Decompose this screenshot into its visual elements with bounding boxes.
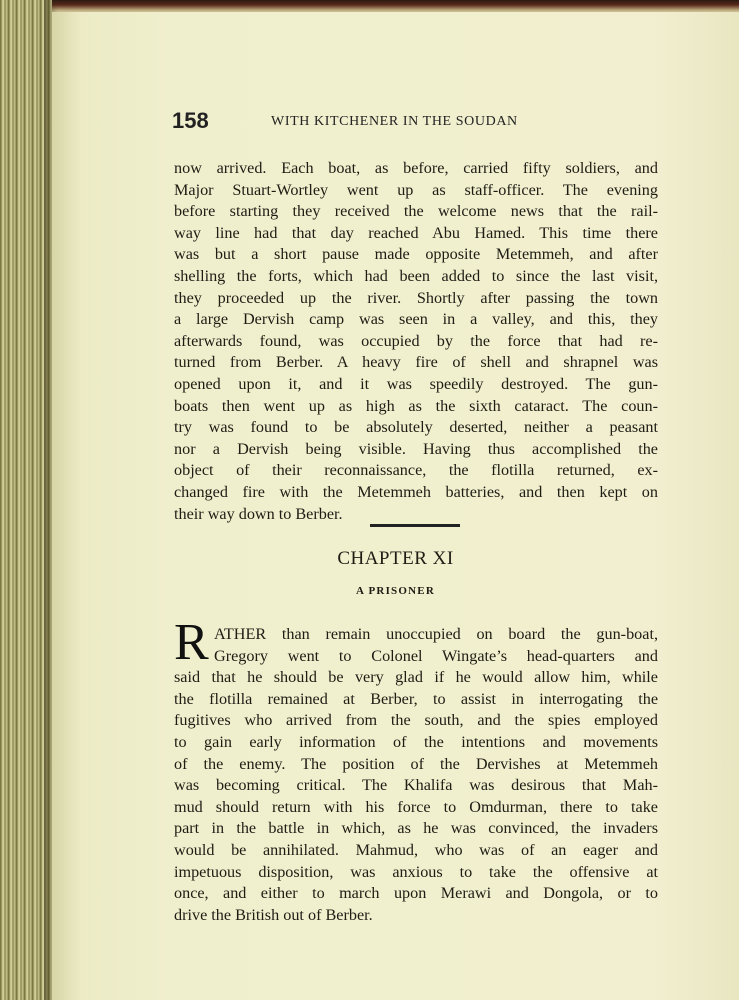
text-line: nor a Dervish being visible. Having thus accomplished the [174,439,658,458]
text-line: drive the British out of Berber. [174,905,373,924]
chapter-subtitle: A PRISONER [356,585,435,597]
paragraph-2 [174,624,658,926]
text-line: shelling the forts, which had been added to since the last visit, [174,266,658,285]
text-line: mud should return with his force to Omdurman, there to take [174,797,658,816]
text-line: way line had that day reached Abu Hamed. This time there [174,223,658,242]
text-line: said that he should be very glad if he would allow him, while [174,668,658,687]
running-head: WITH KITCHENER IN THE SOUDAN [271,114,518,129]
paragraph-1 [174,158,658,525]
text-line: ATHER than remain unoccupied on board the gun-boat, [214,625,658,643]
text-line: was but a short pause made opposite Metemmeh, and after [174,245,658,264]
text-line: would be annihilated. Mahmud, who was of an eager and [174,840,658,859]
page-header [172,108,592,138]
section-divider [370,524,460,527]
text-line: part in the battle in which, as he was convinced, the invaders [174,819,658,838]
text-line: Gregory went to Colonel Wingate’s head-quarters and [214,646,658,665]
text-line: once, and either to march upon Merawi and Dongola, or to [174,884,658,903]
page-number: 158 [172,108,209,133]
text-line: was becoming critical. The Khalifa was desirous that Mah- [174,776,658,795]
text-line: try was found to be absolutely deserted, neither a peasant [174,418,658,437]
text-line: changed fire with the Metemmeh batteries, and then kept on [174,482,658,501]
chapter-title: CHAPTER XI [337,548,454,569]
text-line: fugitives who arrived from the south, and the spies employed [174,711,658,730]
text-line: afterwards found, was occupied by the force that had re- [174,331,658,350]
text-line: boats then went up as high as the sixth cataract. The coun- [174,396,658,415]
text-line: a large Dervish camp was seen in a valley, and this, they [174,310,658,329]
text-line: they proceeded up the river. Shortly after passing the town [174,288,658,307]
drop-cap: R [174,614,209,671]
text-line: impetuous disposition, was anxious to take the offensive at [174,862,658,881]
text-line: of the enemy. The position of the Dervishes at Metemmeh [174,754,658,773]
text-line: their way down to Berber. [174,504,343,523]
text-line: turned from Berber. A heavy fire of shell and shrapnel was [174,353,658,372]
text-line: Major Stuart-Wortley went up as staff-officer. The evening [174,180,658,199]
text-line: before starting they received the welcome news that the rail- [174,202,658,221]
book-page [52,12,739,1000]
text-line: to gain early information of the intentions and movements [174,732,658,751]
text-line: the flotilla remained at Berber, to assist in interrogating the [174,689,658,708]
text-line: object of their reconnaissance, the flotilla returned, ex- [174,461,658,480]
text-line: now arrived. Each boat, as before, carried fifty soldiers, and [174,159,658,177]
text-line: opened upon it, and it was speedily destroyed. The gun- [174,374,658,393]
